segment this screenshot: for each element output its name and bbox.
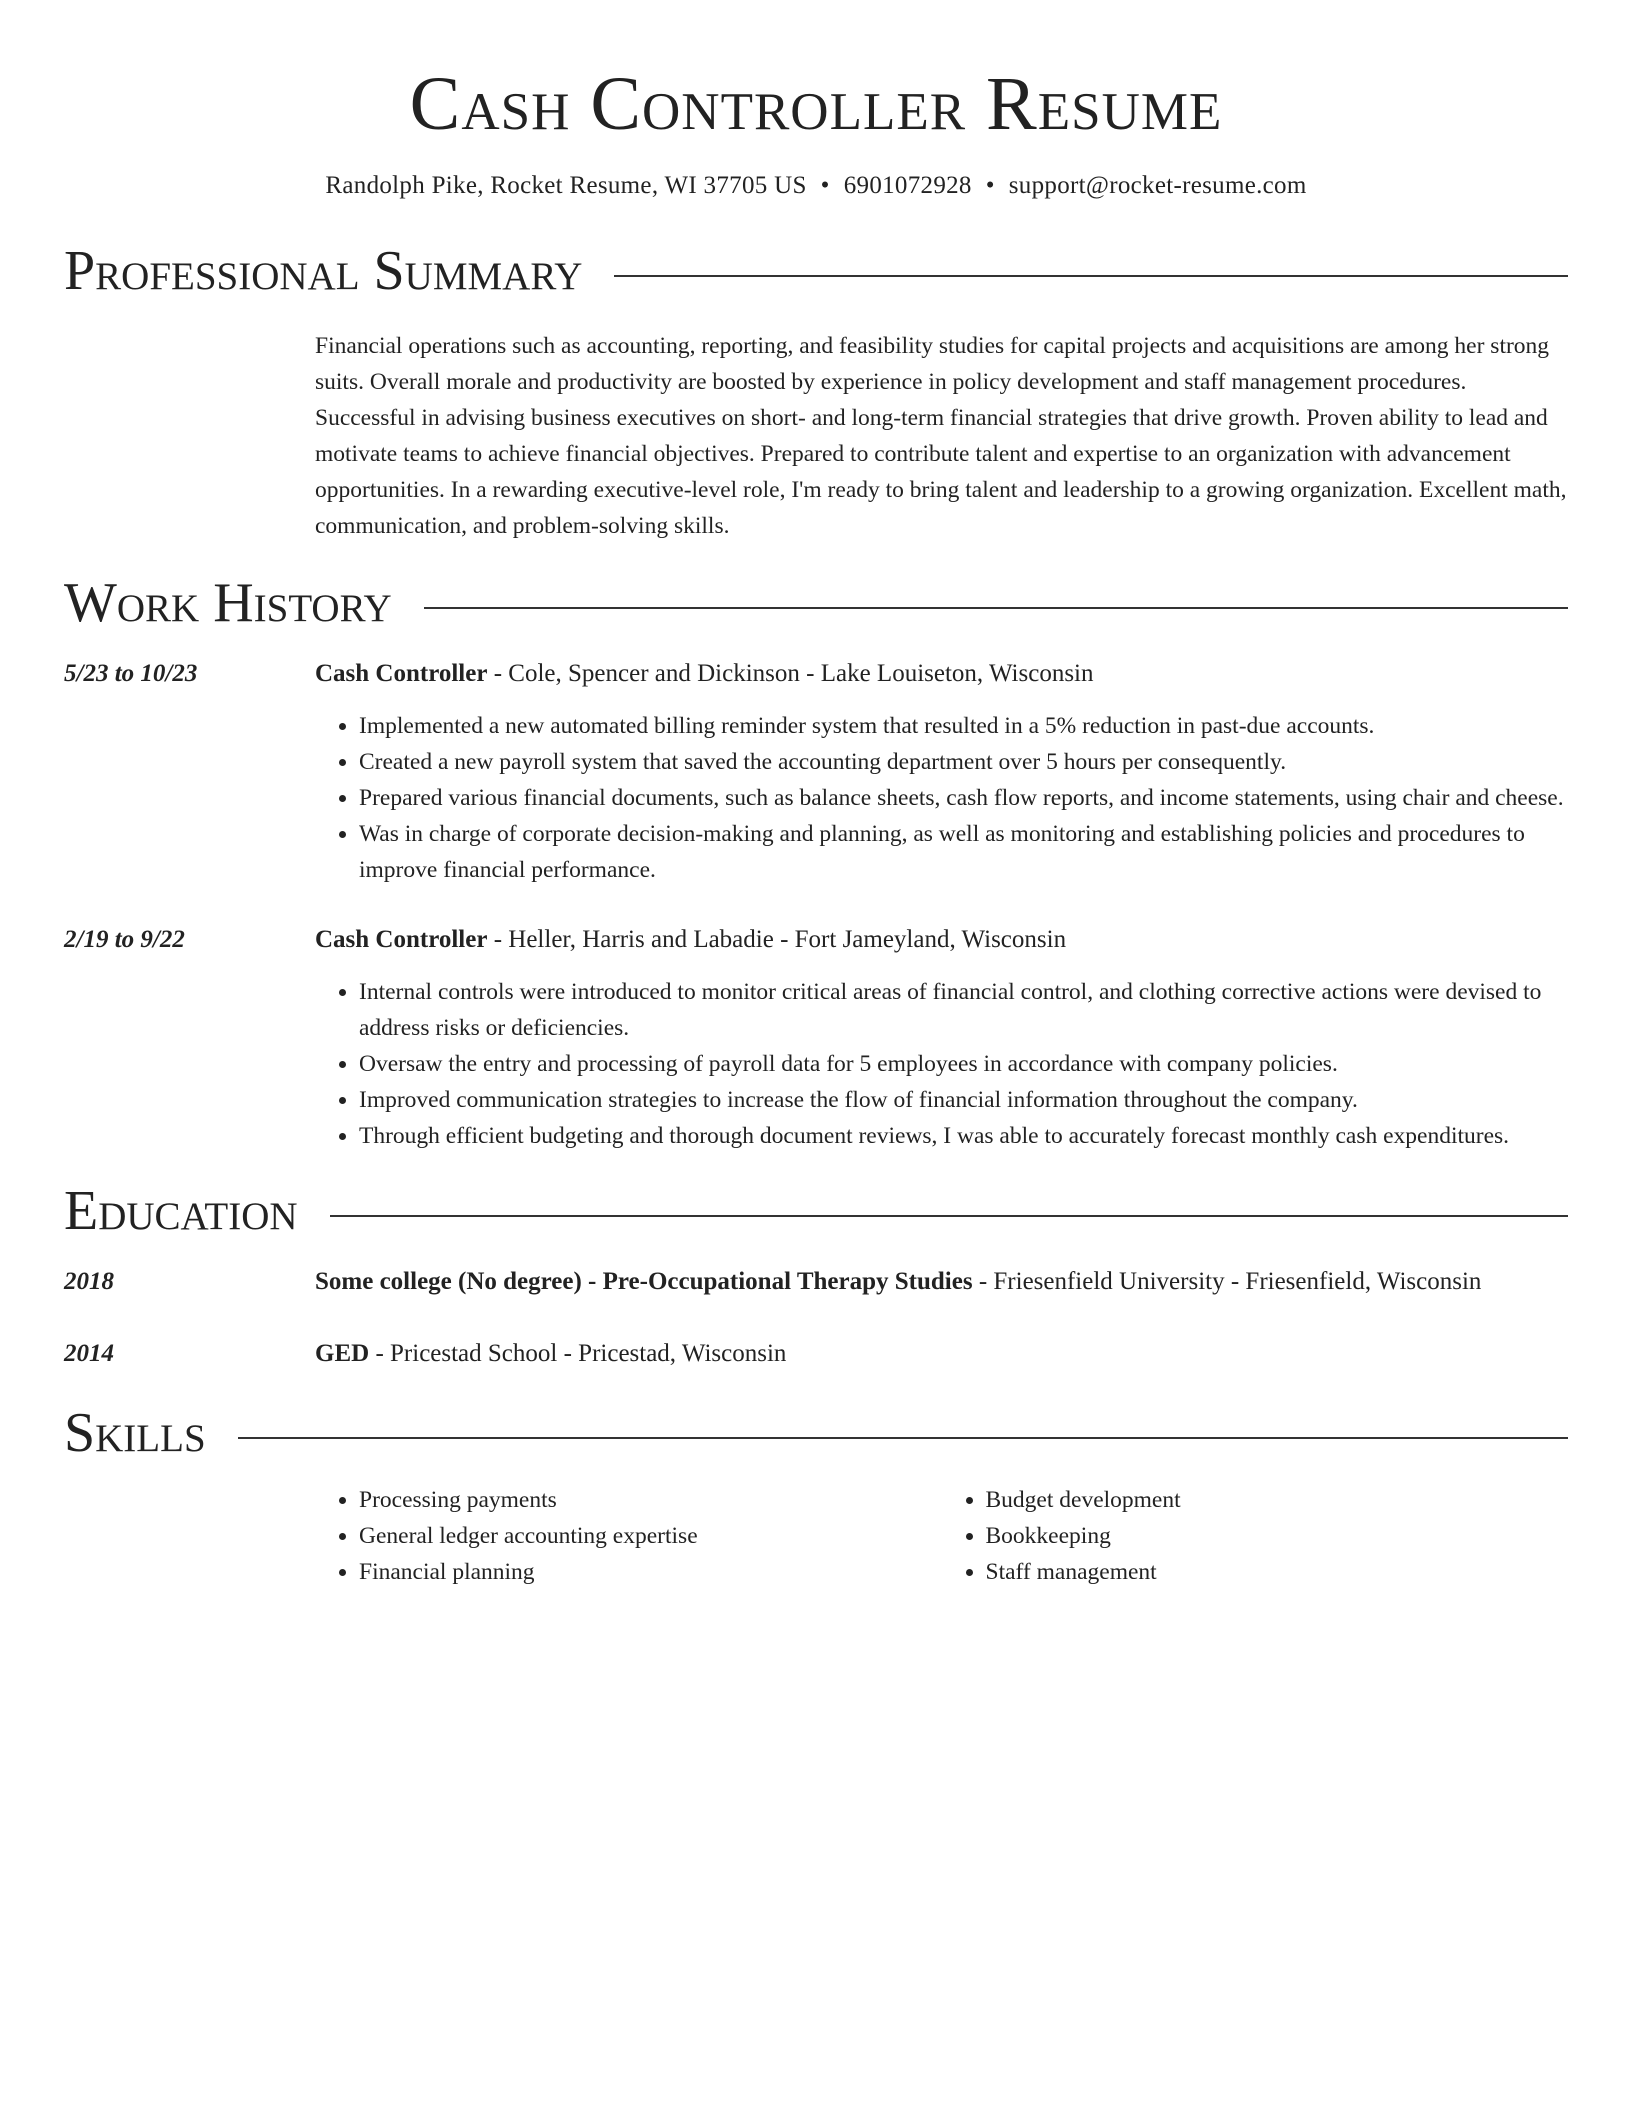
job-bullet: • Was in charge of corporate decision-making and planning, as well as monitoring and establishing policies and procedures to improve financial performance.	[359, 816, 1568, 888]
education-year: 2018	[64, 1268, 114, 1295]
skill-item: • Staff management	[986, 1554, 1569, 1590]
education-section-header	[64, 1180, 1568, 1242]
education-year: 2014	[64, 1340, 114, 1367]
job-bullet: • Internal controls were introduced to monitor critical areas of financial control, and clothing corrective actions were devised to address risks or deficiencies.	[359, 974, 1568, 1046]
contact-phone: 6901072928	[843, 172, 972, 199]
job-bullets-row	[64, 958, 1568, 1154]
job-bullet: • Oversaw the entry and processing of payroll data for 5 employees in accordance with company policies.	[359, 1046, 1568, 1082]
job-entry	[64, 922, 1568, 1154]
contact-email: support@rocket-resume.com	[1008, 172, 1307, 199]
work-section-header	[64, 572, 1568, 634]
job-left-spacer	[64, 692, 315, 888]
skills-row	[64, 1482, 1568, 1590]
job-role: Cash Controller	[315, 660, 488, 687]
job-left-spacer	[64, 958, 315, 1154]
education-entry	[64, 1336, 1568, 1372]
contact-separator: •	[820, 172, 830, 199]
education-degree: Some college (No degree) - Pre-Occupational Therapy Studies	[315, 1268, 973, 1295]
job-title-line	[315, 656, 1568, 692]
skill-item: • Processing payments	[359, 1482, 942, 1518]
job-header-row	[64, 922, 1568, 958]
summary-row	[64, 328, 1568, 544]
contact-address: Randolph Pike, Rocket Resume, WI 37705 US	[325, 172, 807, 199]
skills-left-spacer	[64, 1482, 315, 1590]
education-section-title: Education	[64, 1180, 298, 1242]
job-role: Cash Controller	[315, 926, 488, 953]
job-bullet: • Implemented a new automated billing reminder system that resulted in a 5% reduction in past-due accounts.	[359, 708, 1568, 744]
education-line	[315, 1264, 1568, 1300]
job-bullets-container	[315, 692, 1568, 888]
job-dates: 2/19 to 9/22	[64, 926, 185, 953]
contact-line	[64, 172, 1568, 200]
skill-item: • Financial planning	[359, 1554, 942, 1590]
job-bullets-row	[64, 692, 1568, 888]
section-divider	[238, 1437, 1568, 1439]
job-bullet: • Improved communication strategies to increase the flow of financial information throughout the company.	[359, 1082, 1568, 1118]
work-section-title: Work History	[64, 572, 392, 634]
job-title-line	[315, 922, 1568, 958]
education-degree: GED	[315, 1340, 370, 1367]
job-details: - Cole, Spencer and Dickinson - Lake Louiseton, Wisconsin	[487, 660, 1094, 687]
job-details: - Heller, Harris and Labadie - Fort Jameyland, Wisconsin	[487, 926, 1067, 953]
job-bullets-container	[315, 958, 1568, 1154]
job-entry	[64, 656, 1568, 888]
job-bullets	[315, 974, 1568, 1154]
section-divider	[614, 275, 1568, 277]
job-bullets	[315, 708, 1568, 888]
summary-section-header	[64, 240, 1568, 302]
skills-section-header	[64, 1402, 1568, 1464]
education-line	[315, 1336, 1568, 1372]
skill-item: • Bookkeeping	[986, 1518, 1569, 1554]
summary-text: Financial operations such as accounting, reporting, and feasibility studies for capital projects and acquisitions are among her strong suits. Overall morale and productivity are boosted by experience in policy development and staff management procedures. Successful in advising business executives on short- and long-term financial strategies that drive growth. Proven ability to lead and motivate teams to achieve financial objectives. Prepared to contribute talent and expertise to an organization with advancement opportunities. In a rewarding executive-level role, I'm ready to bring talent and leadership to a growing organization. Excellent math, communication, and problem-solving skills.	[315, 333, 1567, 539]
skills-column-right	[942, 1482, 1569, 1590]
skills-column-left	[315, 1482, 942, 1590]
job-bullet: • Created a new payroll system that saved the accounting department over 5 hours per consequently.	[359, 744, 1568, 780]
section-divider	[330, 1215, 1568, 1217]
skills-section-title: Skills	[64, 1402, 206, 1464]
education-entry	[64, 1264, 1568, 1300]
resume-title: Cash Controller Resume	[409, 62, 1223, 146]
education-details: - Pricestad School - Pricestad, Wisconsin	[369, 1340, 787, 1367]
summary-left-spacer	[64, 328, 315, 544]
contact-separator: •	[985, 172, 995, 199]
summary-section-title: Professional Summary	[64, 240, 583, 302]
job-header-row	[64, 656, 1568, 692]
job-dates: 5/23 to 10/23	[64, 660, 198, 687]
skill-item: • General ledger accounting expertise	[359, 1518, 942, 1554]
job-bullet: • Prepared various financial documents, such as balance sheets, cash flow reports, and income statements, using chair and cheese.	[359, 780, 1568, 816]
education-details: - Friesenfield University - Friesenfield, Wisconsin	[972, 1268, 1482, 1295]
skills-grid	[315, 1482, 1568, 1590]
section-divider	[424, 607, 1568, 609]
job-bullet: • Through efficient budgeting and thorough document reviews, I was able to accurately forecast monthly cash expenditures.	[359, 1118, 1568, 1154]
skill-item: • Budget development	[986, 1482, 1569, 1518]
